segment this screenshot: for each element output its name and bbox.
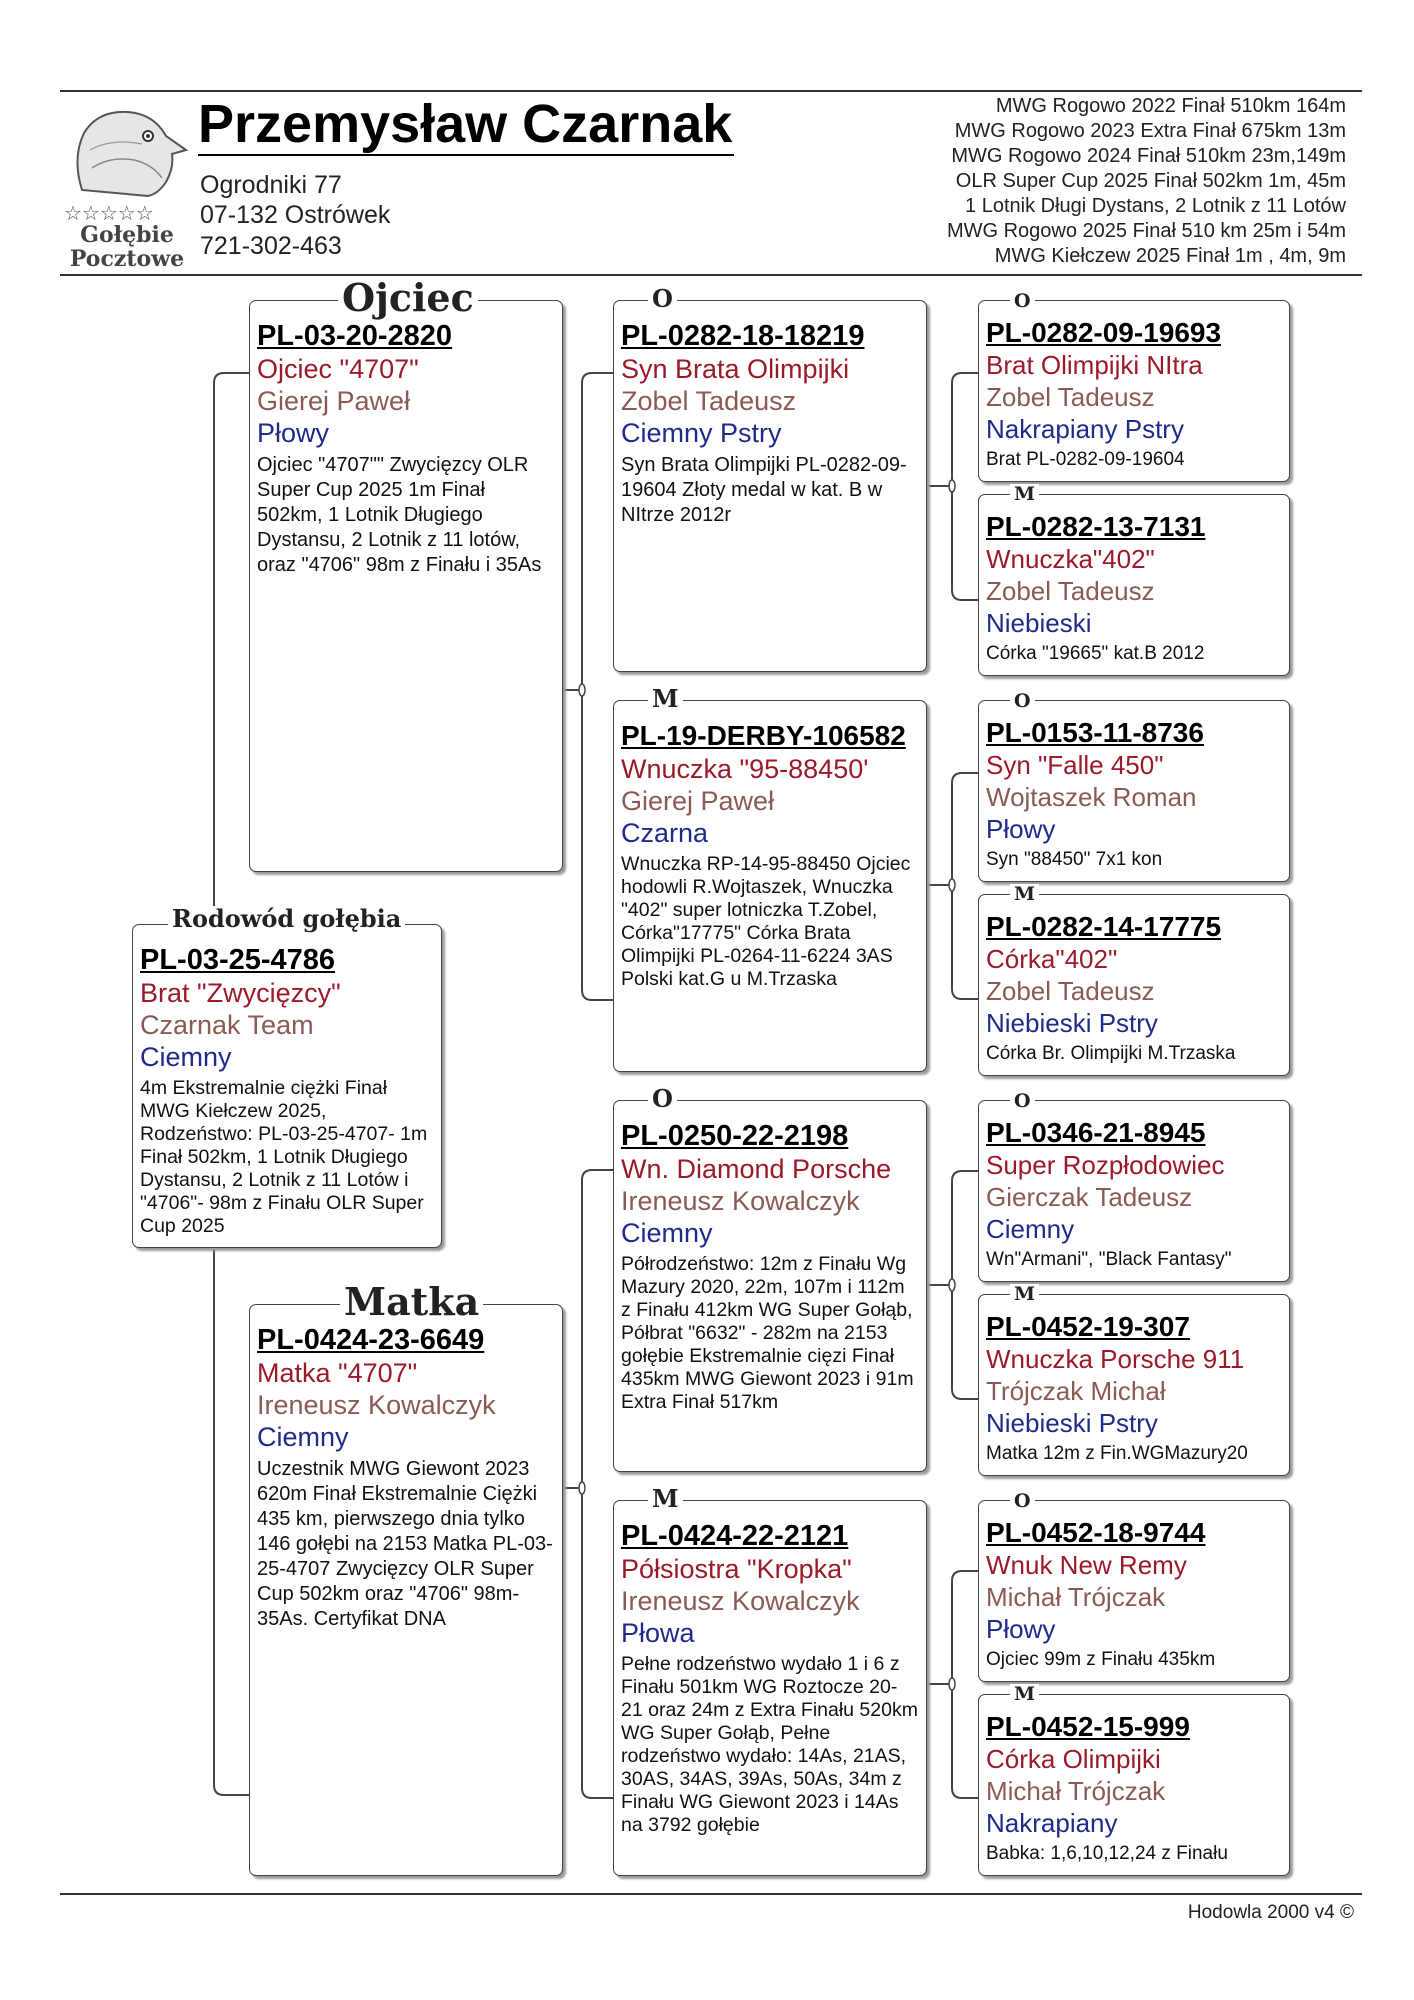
ring-number: PL-0282-09-19693 <box>986 317 1222 348</box>
pigeon-notes: Wn"Armani", "Black Fantasy" <box>986 1249 1232 1270</box>
subject-card[interactable] <box>132 924 442 1248</box>
pigeon-notes: Córka "19665" kat.B 2012 <box>986 643 1205 664</box>
ring-number: PL-03-25-4786 <box>140 944 336 976</box>
pigeon-color: Płowy <box>986 1614 1056 1644</box>
great-grandparent-card[interactable] <box>978 300 1290 482</box>
pigeon-notes: Ojciec "4707"" Zwycięzcy OLR Super Cup 2025 1m Finał 502km, 1 Lotnik Długiego Dystansu, 2 Lotnik z 11 lotów, oraz "4706" 98m z Finału i 35As <box>257 454 542 576</box>
pigeon-name: Brat Olimpijki NItra <box>986 350 1203 380</box>
great-grandparent-card[interactable] <box>978 700 1290 882</box>
breeder: Ireneusz Kowalczyk <box>257 1390 496 1420</box>
ring-number: PL-03-20-2820 <box>257 320 453 352</box>
ring-number: PL-0282-18-18219 <box>621 320 865 352</box>
great-grandparent-card[interactable] <box>978 494 1290 676</box>
header-divider <box>60 274 1362 276</box>
pigeon-color: Nakrapiany <box>986 1808 1118 1838</box>
pigeon-color: Czarna <box>621 818 709 848</box>
dam-label: M <box>648 1487 683 1511</box>
great-grandparent-card[interactable] <box>978 1294 1290 1476</box>
great-grandparent-card[interactable] <box>978 1500 1290 1682</box>
owner-phone: 721-302-463 <box>200 232 342 260</box>
footer-divider <box>60 1893 1362 1895</box>
sire-label: O <box>648 287 677 311</box>
pigeon-color: Nakrapiany Pstry <box>986 414 1184 444</box>
ring-number: PL-0452-19-307 <box>986 1311 1190 1342</box>
result-line: OLR Super Cup 2025 Finał 502km 1m, 45m <box>955 170 1346 192</box>
sire-label: O <box>648 1087 677 1111</box>
pigeon-name: Wnuczka"402" <box>986 544 1155 574</box>
sire-label: O <box>1010 291 1035 311</box>
ring-number: PL-0424-22-2121 <box>621 1520 849 1552</box>
ring-number: PL-0153-11-8736 <box>986 717 1204 748</box>
pigeon-name: Super Rozpłodowiec <box>986 1150 1225 1180</box>
result-line: MWG Rogowo 2025 Finał 510 km 25m i 54m <box>946 220 1346 242</box>
owner-address-line2: 07-132 Ostrówek <box>200 201 391 229</box>
pigeon-name: Wn. Diamond Porsche <box>621 1154 892 1184</box>
pigeon-color: Ciemny Pstry <box>621 418 782 448</box>
father-card[interactable] <box>249 300 563 872</box>
result-line: MWG Rogowo 2023 Extra Finał 675km 13m <box>954 120 1346 142</box>
pigeon-color: Ciemny <box>140 1042 232 1072</box>
dam-label: M <box>648 687 683 711</box>
pigeon-notes: Matka 12m z Fin.WGMazury20 <box>986 1443 1248 1464</box>
pigeon-name: Córka"402" <box>986 944 1118 974</box>
logo-text-line1: Gołębie <box>80 222 174 248</box>
result-line: MWG Kiełczew 2025 Finał 1m , 4m, 9m <box>994 245 1346 267</box>
ring-number: PL-0282-14-17775 <box>986 911 1222 942</box>
top-divider <box>60 90 1362 92</box>
dam-label: M <box>1010 884 1039 904</box>
maternal-grandmother-card[interactable] <box>613 1500 927 1876</box>
ring-number: PL-19-DERBY-106582 <box>621 720 906 751</box>
dam-label: M <box>1010 484 1039 504</box>
ring-number: PL-0452-18-9744 <box>986 1517 1206 1548</box>
pigeon-name: Wnuczka Porsche 911 <box>986 1344 1245 1374</box>
breeder: Ireneusz Kowalczyk <box>621 1586 860 1616</box>
pigeon-notes: Wnuczka RP-14-95-88450 Ojciec hodowli R.Wojtaszek, Wnuczka "402" super lotniczka T.Zobel, Córka"17775" Córka Brata Olimpijki PL-0264-11-6224 3AS Polski kat.G u M.Trzaska <box>621 853 911 990</box>
pigeon-notes: Syn "88450" 7x1 kon <box>986 849 1163 870</box>
pigeon-color: Płowy <box>257 418 330 448</box>
breeder: Wojtaszek Roman <box>986 782 1197 812</box>
pigeon-color: Niebieski <box>986 608 1092 638</box>
pigeon-notes: Babka: 1,6,10,12,24 z Finału <box>986 1843 1228 1864</box>
pigeon-notes: Ojciec 99m z Finału 435km <box>986 1649 1216 1670</box>
pigeon-notes: 4m Ekstremalnie ciężki Finał MWG Kiełczew 2025, Rodzeństwo: PL-03-25-4707- 1m Finał 502km, 1 Lotnik Długiego Dystansu, 2 Lotnik z 11 Lotów i "4706"- 98m z Finału OLR Super Cup 2025 <box>140 1077 428 1237</box>
paternal-grandmother-card[interactable] <box>613 700 927 1072</box>
logo <box>62 98 192 272</box>
results-list <box>947 94 1346 269</box>
pigeon-color: Płowa <box>621 1618 695 1648</box>
pigeon-notes: Syn Brata Olimpijki PL-0282-09-19604 Złoty medal w kat. B w NItrze 2012r <box>621 454 907 526</box>
breeder: Gierej Paweł <box>621 786 775 816</box>
dam-label: M <box>1010 1284 1039 1304</box>
breeder: Zobel Tadeusz <box>621 386 797 416</box>
pigeon-name: Ojciec "4707" <box>257 354 419 384</box>
owner-address-line1: Ogrodniki 77 <box>200 171 342 199</box>
breeder: Michał Trójczak <box>986 1582 1166 1612</box>
logo-text-line2: Pocztowe <box>69 246 185 272</box>
pigeon-color: Płowy <box>986 814 1056 844</box>
breeder: Michał Trójczak <box>986 1776 1166 1806</box>
pigeon-notes: Półrodzeństwo: 12m z Finału Wg Mazury 2020, 22m, 107m i 112m z Finału 412km WG Super Gołąb, Półbrat "6632" - 282m na 2153 gołębie Ekstremalnie cięzi Finał 435km MWG Giewont 2023 i 91m Extra Finał 517km <box>621 1253 914 1413</box>
breeder: Gierczak Tadeusz <box>986 1182 1193 1212</box>
mother-label: Matka <box>340 1282 483 1322</box>
pigeon-color: Niebieski Pstry <box>986 1008 1158 1038</box>
logo-stars: ☆☆☆☆☆ <box>64 201 154 225</box>
result-line: 1 Lotnik Długi Dystans, 2 Lotnik z 11 Lotów <box>965 195 1346 217</box>
maternal-grandfather-card[interactable] <box>613 1100 927 1472</box>
pigeon-name: Córka Olimpijki <box>986 1744 1161 1774</box>
ring-number: PL-0250-22-2198 <box>621 1120 849 1152</box>
pigeon-name: Syn "Falle 450" <box>986 750 1164 780</box>
paternal-grandfather-card[interactable] <box>613 300 927 672</box>
pigeon-name: Wnuk New Remy <box>986 1550 1187 1580</box>
pigeon-color: Niebieski Pstry <box>986 1408 1158 1438</box>
pigeon-name: Brat "Zwycięzcy" <box>140 978 341 1008</box>
pigeon-head-icon <box>62 98 192 198</box>
sire-label: O <box>1010 1491 1035 1511</box>
dam-label: M <box>1010 1684 1039 1704</box>
pigeon-notes: Uczestnik MWG Giewont 2023 620m Finał Ekstremalnie Ciężki 435 km, pierwszego dnia tylko 146 gołębi na 2153 Matka PL-03-25-4707 Zwycięzcy OLR Super Cup 502km oraz "4706" 98m- 35As. Certyfikat DNA <box>257 1458 553 1630</box>
pigeon-color: Ciemny <box>621 1218 713 1248</box>
pigeon-color: Ciemny <box>986 1214 1075 1244</box>
breeder: Zobel Tadeusz <box>986 976 1155 1006</box>
pigeon-name: Syn Brata Olimpijki <box>621 354 850 384</box>
great-grandparent-card[interactable] <box>978 1100 1290 1282</box>
ring-number: PL-0346-21-8945 <box>986 1117 1206 1148</box>
great-grandparent-card[interactable] <box>978 1694 1290 1876</box>
pigeon-notes: Pełne rodzeństwo wydało 1 i 6 z Finału 501km WG Roztocze 20-21 oraz 24m z Extra Finału 520km WG Super Gołąb, Pełne rodzeństwo wydało: 14As, 21AS, 30AS, 34AS, 39As, 50As, 34m z Finału WG Giewont 2023 i 14As na 3792 gołębie <box>621 1653 918 1836</box>
pigeon-notes: Brat PL-0282-09-19604 <box>986 449 1185 470</box>
pigeon-notes: Córka Br. Olimpijki M.Trzaska <box>986 1043 1236 1064</box>
pigeon-color: Ciemny <box>257 1422 349 1452</box>
footer-credit: Hodowla 2000 v4 © <box>1187 1902 1354 1923</box>
pigeon-name: Matka "4707" <box>257 1358 418 1388</box>
result-line: MWG Rogowo 2022 Finał 510km 164m <box>995 95 1346 117</box>
ring-number: PL-0424-23-6649 <box>257 1324 485 1356</box>
sire-label: O <box>1010 691 1035 711</box>
owner-name: Przemysław Czarnak <box>198 94 733 154</box>
pigeon-name: Wnuczka "95-88450' <box>621 754 869 784</box>
result-line: MWG Rogowo 2024 Finał 510km 23m,149m <box>951 145 1346 167</box>
breeder: Trójczak Michał <box>986 1376 1166 1406</box>
pedigree-label: Rodowód gołębia <box>168 906 405 932</box>
breeder: Zobel Tadeusz <box>986 382 1155 412</box>
ring-number: PL-0282-13-7131 <box>986 511 1206 542</box>
ring-number: PL-0452-15-999 <box>986 1711 1190 1742</box>
breeder: Ireneusz Kowalczyk <box>621 1186 860 1216</box>
father-label: Ojciec <box>338 278 478 318</box>
breeder: Czarnak Team <box>140 1010 314 1040</box>
mother-card[interactable] <box>249 1304 563 1876</box>
sire-label: O <box>1010 1091 1035 1111</box>
great-grandparent-card[interactable] <box>978 894 1290 1076</box>
pigeon-name: Półsiostra "Kropka" <box>621 1554 852 1584</box>
breeder: Zobel Tadeusz <box>986 576 1155 606</box>
breeder: Gierej Paweł <box>257 386 411 416</box>
